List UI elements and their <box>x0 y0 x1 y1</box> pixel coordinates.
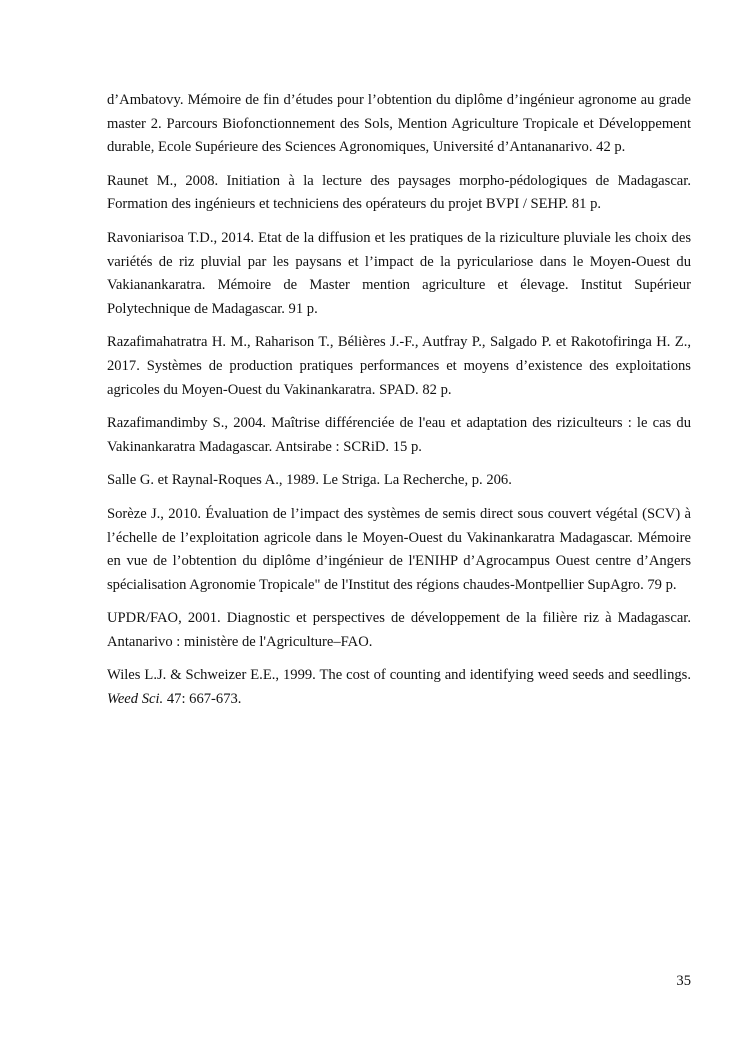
reference-text: 47: 667-673. <box>163 691 242 708</box>
reference-entry: Ravoniarisoa T.D., 2014. Etat de la diffusion et les pratiques de la riziculture pluviale les choix des variétés de riz pluvial par les paysans et l’impact de la pyriculariose dans le Moyen-Ouest du Vakianankaratra. Mémoire de Master mention agriculture et élevage. Institut Supérieur Polytechnique de Madagascar. 91 p. <box>107 229 691 317</box>
reference-entry: d’Ambatovy. Mémoire de fin d’études pour l’obtention du diplôme d’ingénieur agronome au grade master 2. Parcours Biofonctionnement des Sols, Mention Agriculture Tropicale et Développement durable, Ecole Supérieure des Sciences Agronomiques, Université d’Antananarivo. 42 p. <box>107 92 691 156</box>
reference-entry: Razafimandimby S., 2004. Maîtrise différenciée de l'eau et adaptation des riziculteurs : le cas du Vakinankaratra Madagascar. Antsirabe : SCRiD. 15 p. <box>107 415 691 455</box>
journal-name: Weed Sci. <box>107 691 164 708</box>
reference-entry: Raunet M., 2008. Initiation à la lecture des paysages morpho-pédologiques de Madagascar. Formation des ingénieurs et techniciens des opérateurs du projet BVPI / SEHP. 81 p. <box>107 172 691 213</box>
reference-entry: Razafimahatratra H. M., Raharison T., Bélières J.-F., Autfray P., Salgado P. et Rakotofiringa H. Z., 2017. Systèmes de production pratiques performances et moyens d’existence des exploitations agricoles du Moyen-Ouest du Vakinankaratra. SPAD. 82 p. <box>107 334 691 398</box>
reference-entry: Sorèze J., 2010. Évaluation de l’impact des systèmes de semis direct sous couvert végétal (SCV) à l’échelle de l’exploitation agricole dans le Moyen-Ouest du Vakinankaratra Madagascar. Mémoire en vue de l’obtention du diplôme d’ingénieur de l'ENIHP d’Agrocampus Ouest centre d’Angers spécialisation Agronomie Tropicale" de l'Institut des régions chaudes-Montpellier SupAgro. 79 p. <box>107 505 691 593</box>
reference-entry: UPDR/FAO, 2001. Diagnostic et perspectives de développement de la filière riz à Madagascar. Antanarivo : ministère de l'Agriculture–FAO. <box>107 610 691 650</box>
reference-entry: Salle G. et Raynal-Roques A., 1989. Le Striga. La Recherche, p. 206. <box>107 472 512 489</box>
reference-list <box>107 89 691 722</box>
reference-text: Wiles L.J. & Schweizer E.E., 1999. The cost of counting and identifying weed seeds and seedlings. <box>107 667 691 684</box>
reference-entry <box>107 664 691 711</box>
page-number: 35 <box>676 973 691 989</box>
